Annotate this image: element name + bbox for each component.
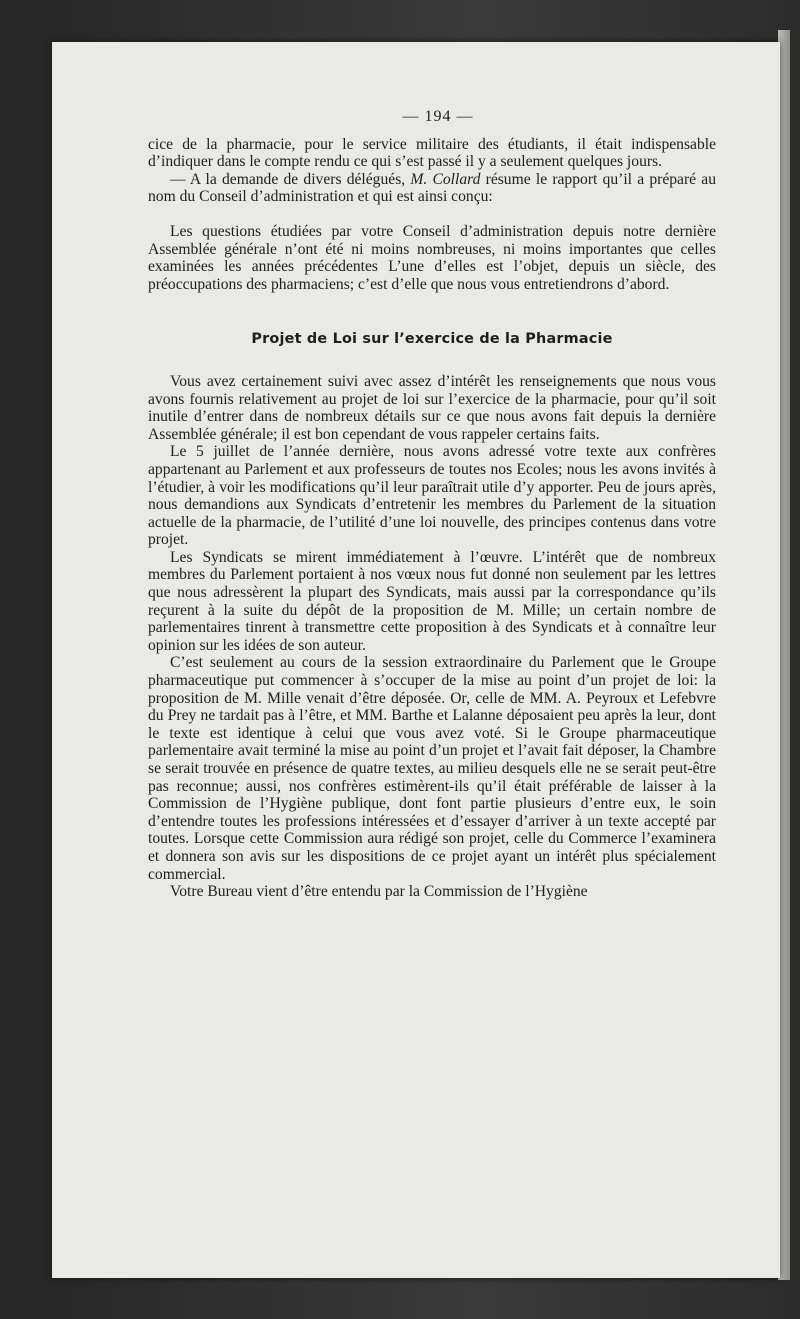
- body-paragraph: Votre Bureau vient d’être entendu par la Commission de l’Hygiène: [170, 883, 588, 901]
- body-paragraph: Les Syndicats se mirent immédiatement à l’œuvre. L’intérêt que de nombreux membres du Parlement portaient à nos vœux nous fut donné non seulement par les lettres que nous adressèrent la plupart des Syndicats, mais aussi par la correspondance qu’ils reçurent à la suite du dépôt de la proposition de M. Mille; un certain nombre de parlementaires tinrent à transmettre cette proposition à des Syndicats et à connaître leur opinion sur les idées de son auteur.: [148, 548, 716, 654]
- section-title: Projet de Loi sur l’exercice de la Pharmacie: [251, 331, 613, 348]
- body-paragraph: C’est seulement au cours de la session extraordinaire du Parlement que le Groupe pharmaceutique put commencer à s’occuper de la mise au point d’un projet de loi: la proposition de M. Mille venait d’être déposée. Or, celle de MM. A. Peyroux et Lefebvre du Prey ne tardait pas à l’être, et MM. Barthe et Lalanne déposaient peu après la leur, dont le texte est identique à celui que vous avez voté. Si le Groupe pharmaceutique parlementaire avait terminé la mise au point d’un projet et l’avait fait déposer, la Chambre se serait trouvée en présence de quatre textes, au milieu desquels elle ne se serait peut-être pas reconnue; aussi, nos confrères estimèrent-ils qu’il était préférable de laisser à la Commission de l’Hygiène publique, dont font partie plusieurs d’entre eux, le soin d’entendre toutes les professions intéressées et d’essayer d’arriver à un texte accepté par toutes. Lorsque cette Commission aura rédigé son projet, celle du Commerce l’examinera et donnera son avis sur les dispositions de ce projet ayant un intérêt plus spécialement commercial.: [148, 654, 716, 883]
- collard-pre: — A la demande de divers délégués,: [170, 170, 406, 188]
- spacer: [148, 206, 716, 223]
- body-paragraph: Vous avez certainement suivi avec assez d’intérêt les renseignements que nous vous avons fournis relativement au projet de loi sur l’exercice de la pharmacie, pour qu’il soit inutile d’entrer dans de nombreux détails sur ce que nous avons fait depuis la dernière Assemblée générale; il est bon cependant de vous rappeler certains faits.: [148, 372, 716, 443]
- body-paragraph: Le 5 juillet de l’année dernière, nous avons adressé votre texte aux confrères appartenant au Parlement et aux professeurs de toutes nos Ecoles; nous les avons invités à l’étudier, à voir les modifications qu’il leur paraîtrait utile d’y apporter. Peu de jours après, nous demandions aux Syndicats d’entretenir les membres du Parlement de la situation actuelle de la pharmacie, de l’utilité d’une loi nouvelle, des principes contenus dans votre projet.: [148, 443, 716, 549]
- page-number: — 194 —: [402, 108, 474, 125]
- page-content: [148, 108, 716, 901]
- paragraph-continued: cice de la pharmacie, pour le service militaire des étudiants, il était indispensable d’indiquer dans le compte rendu ce qui s’est passé il y a seulement quelques jours.: [148, 135, 716, 171]
- collard-post: résume le rapport qu’il a préparé au nom du Conseil d’administration et qui est ainsi conçu:: [148, 170, 716, 206]
- collard-name: M. Collard: [410, 170, 481, 188]
- collard-paragraph: [148, 171, 716, 206]
- report-intro-paragraph: Les questions étudiées par votre Conseil d’administration depuis notre dernière Assemblée générale n’ont été ni moins nombreuses, ni moins importantes que celles examinées les années précédentes L’une d’elles est l’objet, depuis un siècle, des préoccupations des pharmaciens; c’est d’elle que nous vous entretiendrons d’abord.: [148, 222, 716, 293]
